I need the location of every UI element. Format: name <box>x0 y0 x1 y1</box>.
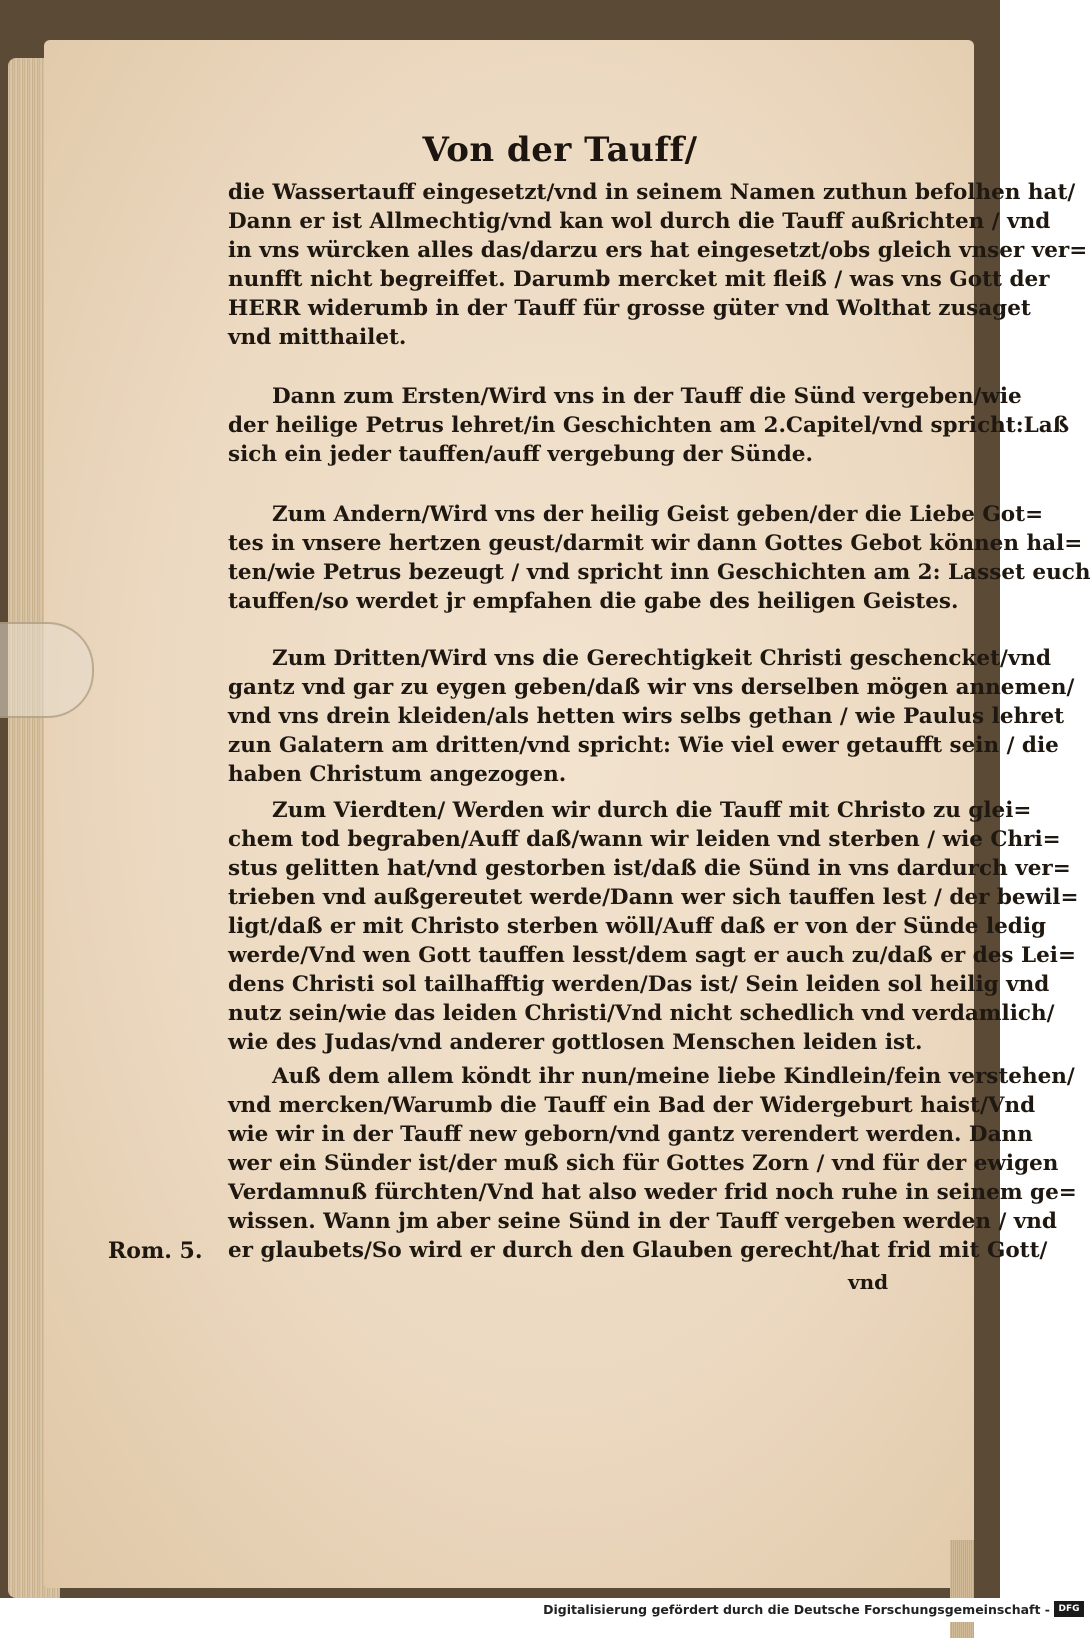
catchword: vnd <box>848 1270 889 1294</box>
paragraph-5 <box>228 796 1079 1057</box>
text-line: Verdamnuß fürchten/Vnd hat also weder frid noch ruhe in seinem ge= <box>228 1180 1077 1205</box>
text-line: vnd mitthailet. <box>228 325 407 350</box>
text-line: er glaubets/So wird er durch den Glauben gerecht/hat frid mit Gott/ <box>228 1238 1048 1263</box>
text-line: wer ein Sünder ist/der muß sich für Gottes Zorn / vnd für der ewigen <box>228 1151 1059 1176</box>
text-line: werde/Vnd wen Gott tauffen lesst/dem sagt er auch zu/daß er des Lei= <box>228 943 1076 968</box>
page-right-edge <box>950 1540 974 1638</box>
text-line: tes in vnsere hertzen geust/darmit wir dann Gottes Gebot können hal= <box>228 531 1083 556</box>
text-line: Dann zum Ersten/Wird vns in der Tauff die Sünd vergeben/wie <box>272 384 1022 409</box>
text-line: Zum Vierdten/ Werden wir durch die Tauff mit Christo zu glei= <box>272 798 1032 823</box>
dfg-logo: DFG <box>1054 1601 1084 1617</box>
text-line: nunfft nicht begreiffet. Darumb mercket mit fleiß / was vns Gott der <box>228 267 1050 292</box>
text-line: haben Christum angezogen. <box>228 762 567 787</box>
text-line: Zum Andern/Wird vns der heilig Geist geben/der die Liebe Got= <box>272 502 1044 527</box>
text-line: tauffen/so werdet jr empfahen die gabe des heiligen Geistes. <box>228 589 959 614</box>
text-line: Auß dem allem köndt ihr nun/meine liebe Kindlein/fein verstehen/ <box>272 1064 1075 1089</box>
text-line: vnd mercken/Warumb die Tauff ein Bad der Widergeburt haist/Vnd <box>228 1093 1036 1118</box>
text-line: wie wir in der Tauff new geborn/vnd gantz verendert werden. Dann <box>228 1122 1033 1147</box>
text-line: vnd vns drein kleiden/als hetten wirs selbs gethan / wie Paulus lehret <box>228 704 1065 729</box>
text-line: sich ein jeder tauffen/auff vergebung der Sünde. <box>228 442 813 467</box>
text-line: Dann er ist Allmechtig/vnd kan wol durch die Tauff außrichten / vnd <box>228 209 1051 234</box>
text-line: nutz sein/wie das leiden Christi/Vnd nicht schedlich vnd verdamlich/ <box>228 1001 1055 1026</box>
text-line: die Wassertauff eingesetzt/vnd in seinem Namen zuthun befolhen hat/ <box>228 180 1076 205</box>
text-line: HERR widerumb in der Tauff für grosse güter vnd Wolthat zusaget <box>228 296 1031 321</box>
text-line: zun Galatern am dritten/vnd spricht: Wie viel ewer getaufft sein / die <box>228 733 1059 758</box>
margin-note: Rom. 5. <box>108 1238 203 1264</box>
paragraph-1 <box>228 178 1088 352</box>
paragraph-4 <box>228 644 1075 789</box>
text-line: Zum Dritten/Wird vns die Gerechtigkeit Christi geschencket/vnd <box>272 646 1052 671</box>
text-line: trieben vnd außgereutet werde/Dann wer sich tauffen lest / der bewil= <box>228 885 1079 910</box>
text-line: dens Christi sol tailhafftig werden/Das ist/ Sein leiden sol heilig vnd <box>228 972 1050 997</box>
text-line: ten/wie Petrus bezeugt / vnd spricht inn Geschichten am 2: Lasset euch <box>228 560 1090 585</box>
text-line: in vns würcken alles das/darzu ers hat eingesetzt/obs gleich vnser ver= <box>228 238 1088 263</box>
text-line: stus gelitten hat/vnd gestorben ist/daß die Sünd in vns dardurch ver= <box>228 856 1071 881</box>
text-line: wie des Judas/vnd anderer gottlosen Menschen leiden ist. <box>228 1030 923 1055</box>
text-line: ligt/daß er mit Christo sterben wöll/Auff daß er von der Sünde ledig <box>228 914 1047 939</box>
paragraph-2 <box>228 382 1070 469</box>
funding-credit: Digitalisierung gefördert durch die Deutsche Forschungsgemeinschaft - <box>543 1602 1050 1617</box>
page-clip <box>0 622 94 718</box>
text-line: gantz vnd gar zu eygen geben/daß wir vns derselben mögen annemen/ <box>228 675 1075 700</box>
text-line: chem tod begraben/Auff daß/wann wir leiden vnd sterben / wie Chri= <box>228 827 1061 852</box>
paragraph-3 <box>228 500 1090 616</box>
text-line: wissen. Wann jm aber seine Sünd in der Tauff vergeben werden / vnd <box>228 1209 1057 1234</box>
running-title: Von der Tauff/ <box>422 130 698 170</box>
text-line: der heilige Petrus lehret/in Geschichten am 2.Capitel/vnd spricht:Laß <box>228 413 1070 438</box>
paragraph-6 <box>228 1062 1077 1265</box>
